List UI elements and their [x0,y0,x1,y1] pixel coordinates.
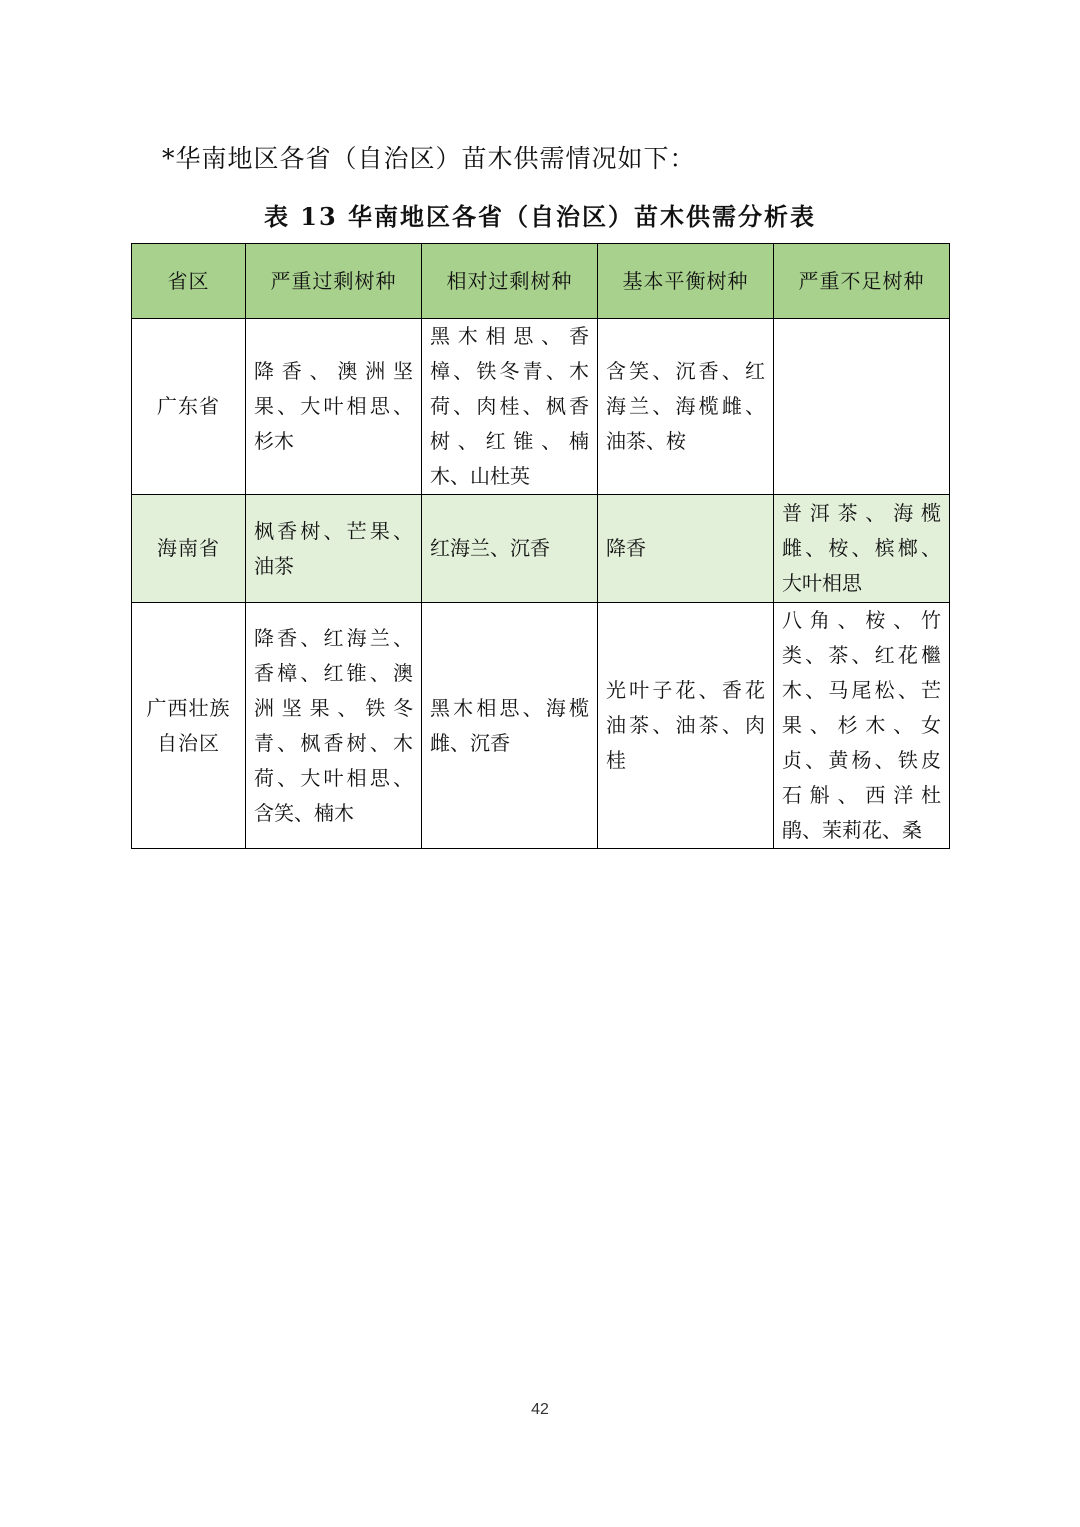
seedling-supply-table [131,243,950,849]
severe-shortage-cell: 八角、桉、竹类、茶、红花檵木、马尾松、芒果、杉木、女贞、黄杨、铁皮石斛、西洋杜鹃、茉莉花、桑 [774,603,950,849]
table-caption: 表 13 华南地区各省（自治区）苗木供需分析表 [263,202,817,231]
intro-paragraph: *华南地区各省（自治区）苗木供需情况如下： [162,144,696,173]
severe-surplus-cell: 降香、澳洲坚果、大叶相思、杉木 [246,319,422,495]
province-cell: 广东省 [132,319,246,495]
relative-surplus-cell: 红海兰、沉香 [422,495,598,603]
header-province: 省区 [132,244,246,319]
table-header-row [132,244,950,319]
header-severe-shortage: 严重不足树种 [774,244,950,319]
relative-surplus-cell: 黑木相思、香樟、铁冬青、木荷、肉桂、枫香树、红锥、楠木、山杜英 [422,319,598,495]
table-row [132,495,950,603]
header-severe-surplus: 严重过剩树种 [246,244,422,319]
province-cell: 广西壮族自治区 [132,603,246,849]
province-cell: 海南省 [132,495,246,603]
severe-shortage-cell: 普洱茶、海榄雌、桉、槟榔、大叶相思 [774,495,950,603]
header-relative-surplus: 相对过剩树种 [422,244,598,319]
balanced-cell: 光叶子花、香花油茶、油茶、肉桂 [598,603,774,849]
relative-surplus-cell: 黑木相思、海榄雌、沉香 [422,603,598,849]
table-row [132,603,950,849]
balanced-cell: 含笑、沉香、红海兰、海榄雌、油茶、桉 [598,319,774,495]
header-balanced: 基本平衡树种 [598,244,774,319]
severe-shortage-cell [774,319,950,495]
table-row [132,319,950,495]
severe-surplus-cell: 枫香树、芒果、油茶 [246,495,422,603]
severe-surplus-cell: 降香、红海兰、香樟、红锥、澳洲坚果、铁冬青、枫香树、木荷、大叶相思、含笑、楠木 [246,603,422,849]
balanced-cell: 降香 [598,495,774,603]
page-number: 42 [531,1401,549,1418]
